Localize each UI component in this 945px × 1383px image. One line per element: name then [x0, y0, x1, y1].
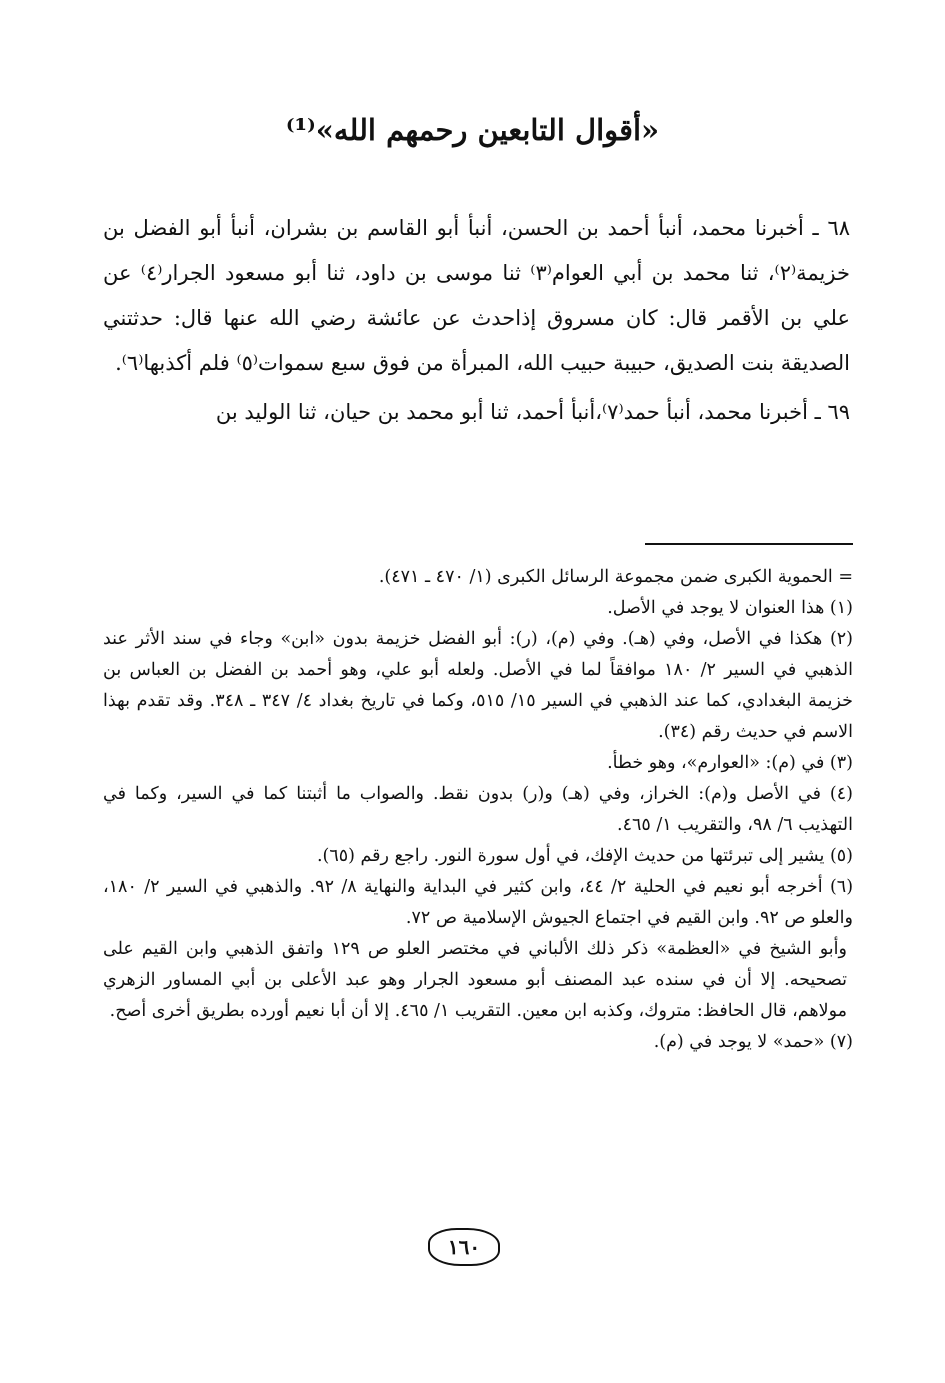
footnote-3: (٣) في (م): «العوارم»، وهو خطأ.	[607, 753, 853, 773]
footnote-1: (١) هذا العنوان لا يوجد في الأصل.	[607, 598, 853, 618]
paragraph-69: ٦٩ ـ أخبرنا محمد، أنبأ حمد⁽٧⁾،أنبأ أحمد، ثنا أبو محمد بن حيان، ثنا الوليد بن	[215, 400, 850, 424]
footnote-4: (٤) في الأصل و(م): الخراز، وفي (هـ) و(ر) بدون نقط. والصواب ما أثبتنا كما في السير، وكما في التهذيب ٦/ ٩٨، والتقريب ١/ ٤٦٥.	[103, 784, 853, 835]
page-number: ١٦٠	[428, 1228, 500, 1266]
paragraph-68: ٦٨ ـ أخبرنا محمد، أنبأ أحمد بن الحسن، أنبأ أبو القاسم بن بشران، أنبأ أبو الفضل بن خزيمة⁽٢⁾، ثنا محمد بن أبي العوام⁽٣⁾ ثنا موسى بن داود، ثنا أبو مسعود الجرار⁽٤⁾ عن علي بن الأقمر قال: كان مسروق إذاحدث عن عائشة رضي الله عنها قال: حدثتني الصديقة بنت الصديق، حبيبة حبيب الله، المبرأة من فوق سبع سموات⁽٥⁾ فلم أكذبها⁽٦⁾.	[103, 216, 850, 375]
footnotes	[103, 562, 853, 1058]
footnote-continuation: = الحموية الكبرى ضمن مجموعة الرسائل الكبرى (١/ ٤٧٠ ـ ٤٧١).	[378, 567, 853, 587]
chapter-title: «أقوال التابعين رحمهم الله»⁽¹⁾	[285, 113, 660, 147]
footnote-5: (٥) يشير إلى تبرئتها من حديث الإفك، في أول سورة النور. راجع رقم (٦٥).	[316, 846, 853, 866]
footnote-2: (٢) هكذا في الأصل، وفي (هـ). وفي (م)، (ر): أبو الفضل خزيمة بدون «ابن» وجاء في سند الأثر عند الذهبي في السير ٢/ ١٨٠ موافقاً لما في الأصل. ولعله أبو علي، وهو أحمد بن الفضل بن العباس بن خزيمة البغدادي، كما عند الذهبي في السير ١٥/ ٥١٥، وكما في تاريخ بغداد ٤/ ٣٤٧ ـ ٣٤٨. وقد تقدم بهذا الاسم في حديث رقم (٣٤).	[103, 629, 853, 742]
footnote-6-continued: وأبو الشيخ في «العظمة» ذكر ذلك الألباني في مختصر العلو ص ١٢٩ واتفق الذهبي وابن القيم على تصحيحه. إلا أن في سنده عبد المصنف أبو مسعود الجرار وهو عبد الأعلى بن أبي المساور الزهري مولاهم، قال الحافظ: متروك، وكذبه ابن معين. التقريب ١/ ٤٦٥. إلا أن أبا نعيم أورده بطريق أخرى أصح.	[103, 939, 847, 1021]
footnote-separator	[645, 543, 853, 545]
footnote-6: (٦) أخرجه أبو نعيم في الحلية ٢/ ٤٤، وابن كثير في البداية والنهاية ٨/ ٩٢. والذهبي في السير ٢/ ١٨٠، والعلو ص ٩٢. وابن القيم في اجتماع الجيوش الإسلامية ص ٧٢.	[103, 877, 854, 928]
footnote-7: (٧) «حمد» لا يوجد في (م).	[653, 1032, 853, 1052]
main-text	[103, 206, 850, 439]
